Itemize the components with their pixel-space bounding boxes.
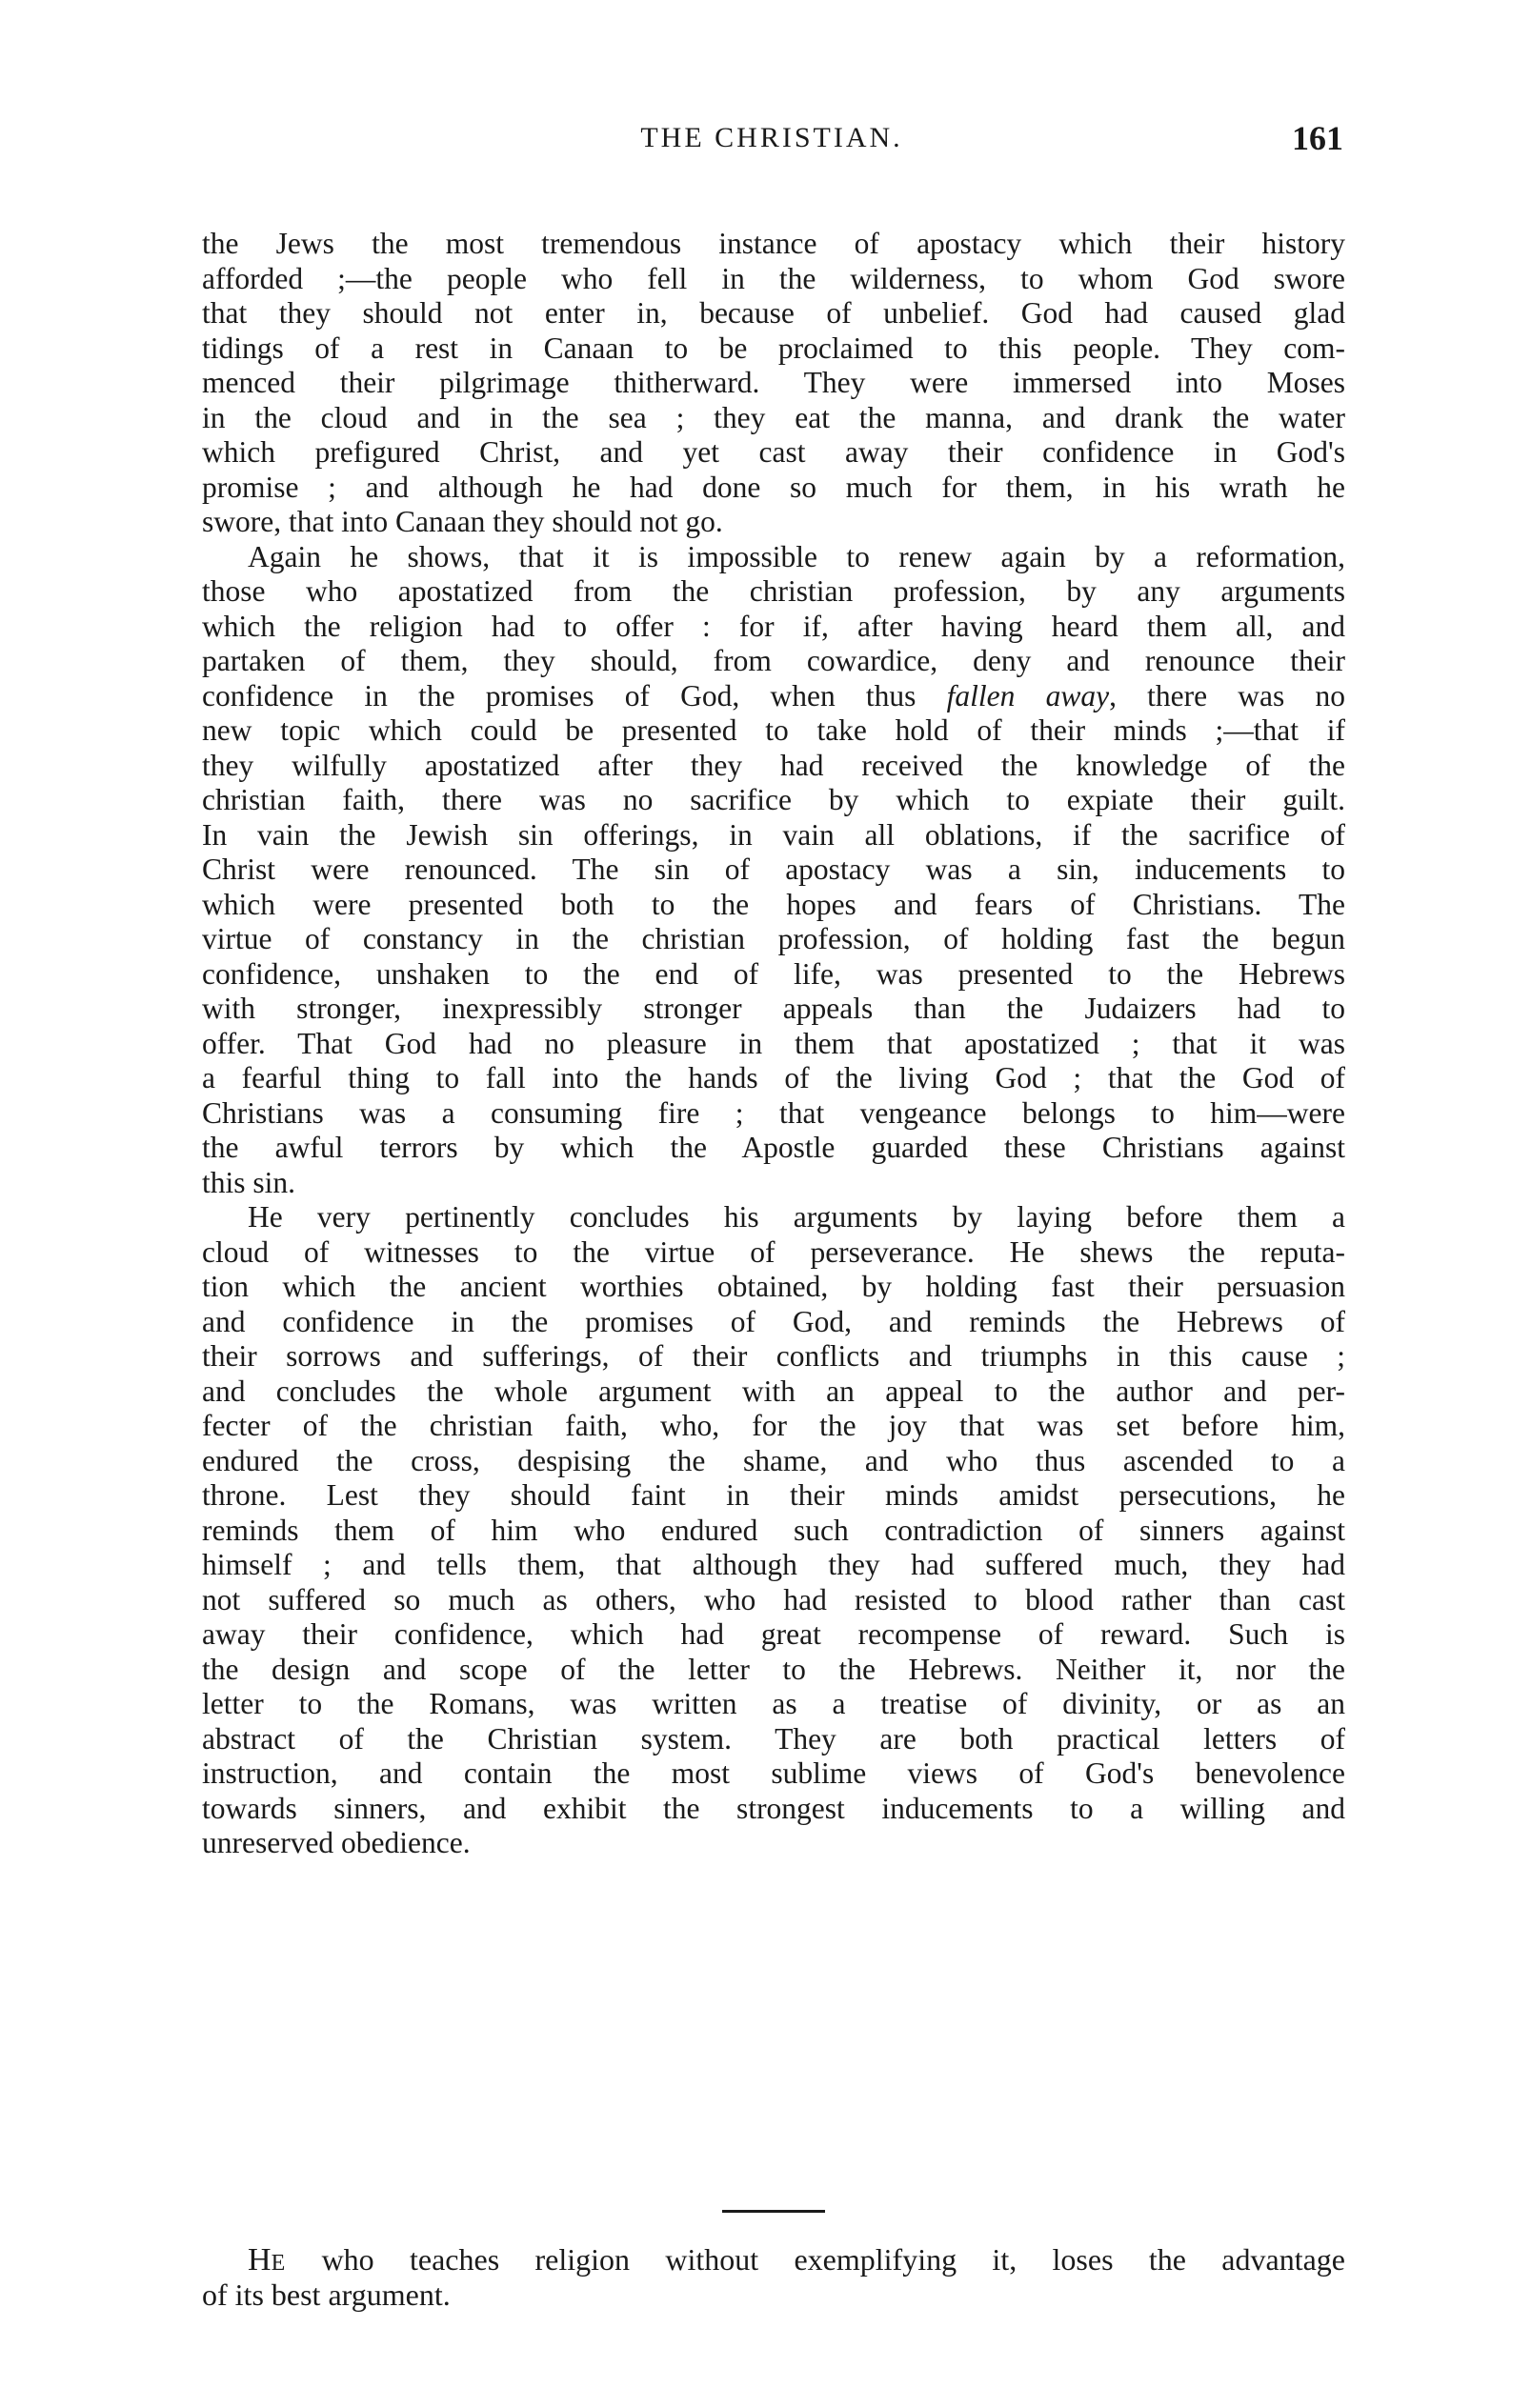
text-line: swore, that into Canaan they should not go. xyxy=(202,505,723,538)
text-line: He very pertinently concludes his arguments by laying before them a xyxy=(248,1200,1345,1234)
text-line: unreserved obedience. xyxy=(202,1826,471,1859)
running-title: THE CHRISTIAN. xyxy=(640,122,903,153)
text-line: this sin. xyxy=(202,1165,296,1199)
text-line: In vain the Jewish sin offerings, in vain all oblations, if the sacrifice of xyxy=(202,817,1345,852)
text-line: with stronger, inexpressibly stronger appeals than the Judaizers had to xyxy=(202,992,1345,1025)
text-line: himself ; and tells them, that although they had suffered much, they had xyxy=(202,1548,1345,1581)
page-number: 161 xyxy=(1292,119,1343,157)
text-line: menced their pilgrimage thitherward. They were immersed into Moses xyxy=(202,366,1345,399)
text-line: and confidence in the promises of God, and reminds the Hebrews of xyxy=(202,1304,1345,1338)
text-line: and concludes the whole argument with an appeal to the author and per- xyxy=(202,1374,1345,1408)
text-line-with-italic xyxy=(202,679,1345,714)
text-line: tion which the ancient worthies obtained, by holding fast their persuasion xyxy=(202,1270,1345,1303)
text-fragment: confidence in the promises of God, when thus xyxy=(202,678,917,712)
maxim-text: who teaches religion without exemplifying it, loses the advantage xyxy=(286,2242,1345,2277)
text-line: virtue of constancy in the christian profession, of holding fast the begun xyxy=(202,922,1345,955)
text-line: the awful terrors by which the Apostle guarded these Christians against xyxy=(202,1131,1345,1164)
closing-maxim xyxy=(202,2242,1345,2312)
text-line: confidence, unshaken to the end of life, was presented to the Hebrews xyxy=(202,956,1345,991)
text-line: in the cloud and in the sea ; they eat the manna, and drank the water xyxy=(202,400,1345,434)
section-separator-rule xyxy=(722,2210,825,2213)
text-line: Again he shows, that it is impossible to renew again by a reformation, xyxy=(248,539,1345,573)
maxim-line xyxy=(202,2242,1345,2278)
text-line: which the religion had to offer : for if, after having heard them all, and xyxy=(202,609,1345,643)
text-line: tidings of a rest in Canaan to be proclaimed to this people. They com- xyxy=(202,331,1345,365)
text-line: reminds them of him who endured such contradiction of sinners against xyxy=(202,1513,1345,1547)
text-line: partaken of them, they should, from cowardice, deny and renounce their xyxy=(202,644,1345,677)
text-line: which were presented both to the hopes and fears of Christians. The xyxy=(202,887,1345,921)
text-line: a fearful thing to fall into the hands of the living God ; that the God of xyxy=(202,1061,1345,1094)
paragraph-2 xyxy=(202,540,1345,1201)
text-line: new topic which could be presented to take hold of their minds ;—that if xyxy=(202,713,1345,747)
text-line: which prefigured Christ, and yet cast away their confidence in God's xyxy=(202,435,1345,469)
text-line: those who apostatized from the christian profession, by any arguments xyxy=(202,574,1345,608)
text-line: throne. Lest they should faint in their minds amidst persecutions, he xyxy=(202,1478,1345,1512)
text-line: offer. That God had no pleasure in them that apostatized ; that it was xyxy=(202,1026,1345,1060)
text-line: not suffered so much as others, who had resisted to blood rather than cast xyxy=(202,1582,1345,1616)
paragraph-3 xyxy=(202,1200,1345,1861)
text-line: the design and scope of the letter to the Hebrews. Neither it, nor the xyxy=(202,1652,1345,1686)
text-line: instruction, and contain the most sublime views of God's benevolence xyxy=(202,1756,1345,1790)
text-line: promise ; and although he had done so much for them, in his wrath he xyxy=(202,470,1345,504)
text-fragment: , there was no xyxy=(1109,678,1345,712)
text-line: endured the cross, despising the shame, and who thus ascended to a xyxy=(202,1443,1345,1477)
text-line: their sorrows and sufferings, of their conflicts and triumphs in this cause ; xyxy=(202,1339,1345,1373)
maxim-line: of its best argument. xyxy=(202,2277,451,2312)
maxim-initial: H xyxy=(248,2242,272,2278)
paragraph-1 xyxy=(202,227,1345,540)
text-line: fecter of the christian faith, who, for the joy that was set before him, xyxy=(202,1409,1345,1442)
text-line: abstract of the Christian system. They are both practical letters of xyxy=(202,1721,1345,1756)
text-line: Christians was a consuming fire ; that vengeance belongs to him—were xyxy=(202,1095,1345,1130)
text-line: away their confidence, which had great recompense of reward. Such is xyxy=(202,1617,1345,1651)
text-line: that they should not enter in, because of unbelief. God had caused glad xyxy=(202,296,1345,330)
italic-phrase: fallen away xyxy=(946,678,1110,712)
text-line: the Jews the most tremendous instance of apostacy which their history xyxy=(202,227,1345,260)
text-line: letter to the Romans, was written as a treatise of divinity, or as an xyxy=(202,1687,1345,1720)
text-line: christian faith, there was no sacrifice by which to expiate their guilt. xyxy=(202,783,1345,816)
text-line: they wilfully apostatized after they had received the knowledge of the xyxy=(202,748,1345,782)
body-text xyxy=(202,227,1345,1861)
text-line: afforded ;—the people who fell in the wilderness, to whom God swore xyxy=(202,261,1345,295)
text-line: cloud of witnesses to the virtue of perseverance. He shews the reputa- xyxy=(202,1234,1345,1269)
text-line: towards sinners, and exhibit the strongest inducements to a willing and xyxy=(202,1791,1345,1825)
running-head xyxy=(200,119,1343,170)
maxim-small-caps: E xyxy=(271,2251,287,2276)
text-line: Christ were renounced. The sin of apostacy was a sin, inducements to xyxy=(202,853,1345,886)
